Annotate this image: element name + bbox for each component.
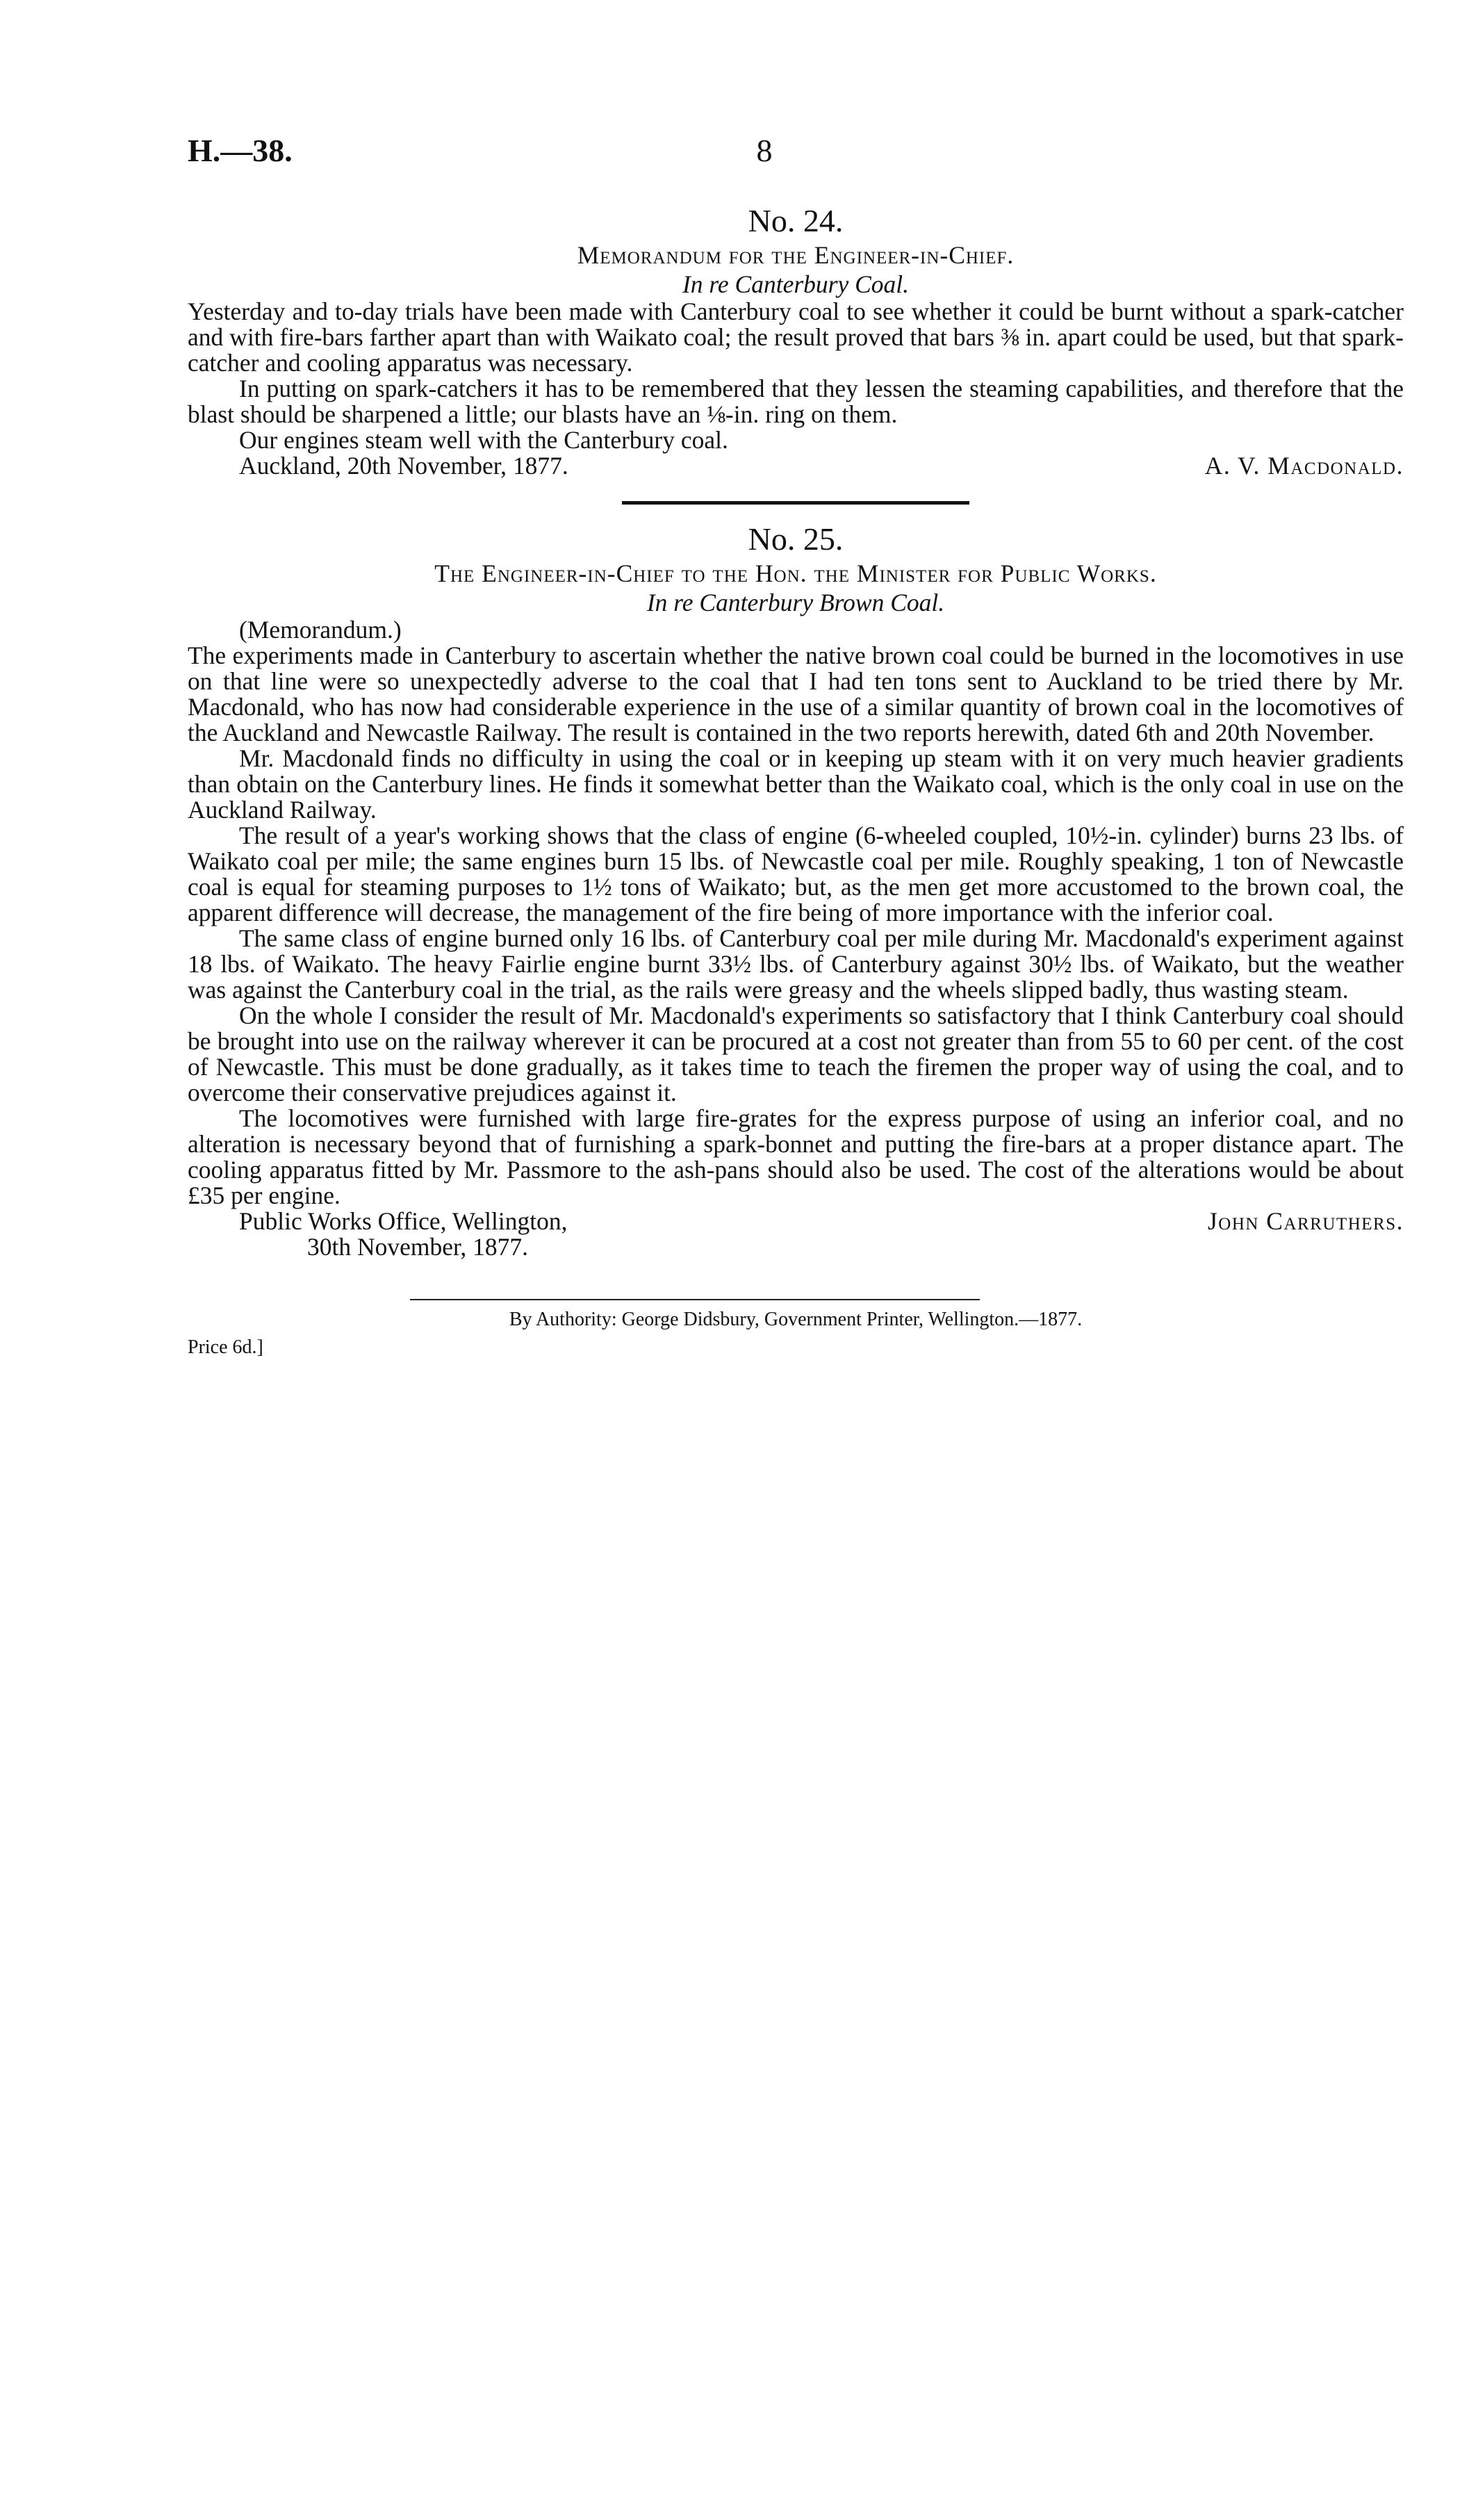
document-subject: In re Canterbury Coal. — [682, 270, 910, 298]
paragraph: Our engines steam well with the Canterbury coal. — [239, 426, 728, 454]
document-date: 30th November, 1877. — [307, 1233, 529, 1261]
document-reference: H.—38. — [188, 133, 293, 168]
document-no-24 — [188, 202, 1404, 479]
page-content — [188, 202, 1404, 1359]
paragraph: Yesterday and to-day trials have been made with Canterbury coal to see whether it could be burnt without a spark-catcher and with fire-bars farther apart than with Waikato coal; the result proved that bars ⅜ in. apart could be used, but that spark-catcher and cooling apparatus was necessary. — [188, 297, 1404, 377]
signature: John Carruthers. — [1207, 1207, 1404, 1235]
paragraph: The locomotives were furnished with large fire-grates for the express purpose of using an inferior coal, and no alteration is necessary beyond that of furnishing a spark-bonnet and putting the fire-bars at a proper distance apart. The cooling apparatus fitted by Mr. Passmore to the ash-pans should also be used. The cost of the alterations would be about £35 per engine. — [188, 1104, 1404, 1209]
footer-divider — [410, 1299, 980, 1300]
running-header — [188, 132, 1341, 174]
document-heading: Memorandum for the Engineer-in-Chief. — [577, 241, 1015, 269]
printer-imprint: By Authority: George Didsbury, Government Printer, Wellington.—1877. — [509, 1309, 1083, 1330]
paragraph: In putting on spark-catchers it has to be remembered that they lessen the steaming capabilities, and therefore that the blast should be sharpened a little; our blasts have an ⅛-in. ring on them. — [188, 375, 1404, 428]
paragraph: The same class of engine burned only 16 lbs. of Canterbury coal per mile during Mr. Macdonald's experiment against 18 lbs. of Waikato. The heavy Fairlie engine burnt 33½ lbs. of Canterbury against 30½ lbs. of Waikato, but the weather was against the Canterbury coal in the trial, as the rails were greasy and the wheels slipped badly, thus wasting steam. — [188, 924, 1404, 1004]
office-address: Public Works Office, Wellington, — [239, 1207, 568, 1235]
page-number: 8 — [756, 133, 773, 168]
price-note: Price 6d.] — [188, 1336, 263, 1358]
signature-block — [188, 453, 1404, 479]
document-heading: The Engineer-in-Chief to the Hon. the Minister for Public Works. — [434, 559, 1157, 587]
paragraph: On the whole I consider the result of Mr. Macdonald's experiments so satisfactory that I think Canterbury coal should be brought into use on the railway wherever it can be procured at a cost not greater than from 55 to 60 per cent. of the cost of Newcastle. This must be done gradually, as it takes time to teach the firemen the proper way of using the coal, and to overcome their conservative prejudices against it. — [188, 1001, 1404, 1106]
section-divider — [622, 501, 969, 505]
document-number: No. 25. — [748, 521, 844, 557]
place-date: Auckland, 20th November, 1877. — [239, 452, 568, 480]
paragraph: The result of a year's working shows that the class of engine (6-wheeled coupled, 10½-in. cylinder) burns 23 lbs. of Waikato coal per mile; the same engines burn 15 lbs. of Newcastle coal per mile. Roughly speaking, 1 ton of Newcastle coal is equal for steaming purposes to 1½ tons of Waikato; but, as the men get more accustomed to the brown coal, the apparent difference will decrease, the management of the fire being of more importance with the inferior coal. — [188, 821, 1404, 926]
memorandum-label: (Memorandum.) — [239, 616, 402, 644]
document-no-25 — [188, 520, 1404, 1260]
signature-block — [188, 1209, 1404, 1234]
signature: A. V. Macdonald. — [1204, 452, 1404, 480]
document-subject: In re Canterbury Brown Coal. — [646, 589, 945, 616]
paragraph: The experiments made in Canterbury to ascertain whether the native brown coal could be burned in the locomotives in use on that line were so unexpectedly adverse to the coal that I had ten tons sent to Auckland to be tried there by Mr. Macdonald, who has now had considerable experience in the use of a similar quantity of brown coal in the locomotives of the Auckland and Newcastle Railway. The result is contained in the two reports herewith, dated 6th and 20th November. — [188, 641, 1404, 746]
paragraph: Mr. Macdonald finds no difficulty in using the coal or in keeping up steam with it on very much heavier gradients than obtain on the Canterbury lines. He finds it somewhat better than the Waikato coal, which is the only coal in use on the Auckland Railway. — [188, 744, 1404, 824]
document-number: No. 24. — [748, 203, 844, 238]
